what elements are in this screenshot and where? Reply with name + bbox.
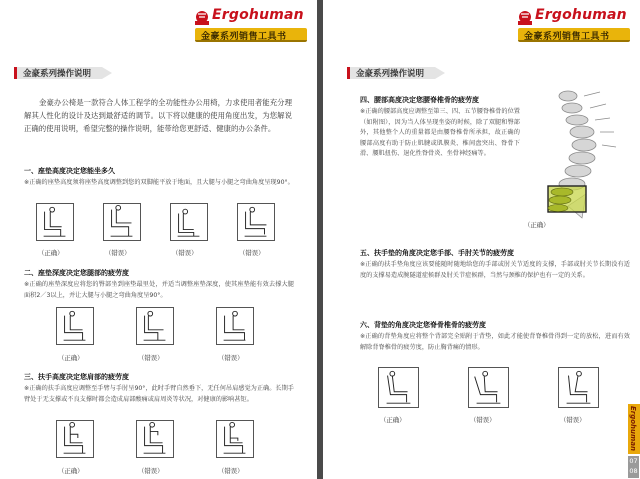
caption-s1-3: （错误）: [172, 249, 198, 257]
series-title: 金豪系列销售工具书: [201, 32, 287, 42]
ergohuman-logo-icon: [193, 9, 211, 25]
figure-armrest-1: [56, 420, 94, 458]
section-5-title: 五、扶手垫的角度决定您手部、手肘关节的疲劳度: [360, 249, 514, 257]
caption-s2-1: （正确）: [58, 354, 84, 362]
section-6-title: 六、背垫的角度决定您脊骨椎骨的疲劳度: [360, 321, 486, 329]
figure-seat-height-4: [237, 203, 275, 241]
figure-seat-height-3: [170, 203, 208, 241]
caption-s4: （正确）: [524, 221, 550, 229]
caption-s1-2: （错误）: [105, 249, 131, 257]
left-page: [0, 0, 317, 479]
section-1-body: ※正确的座垫高度须将座垫高度调整到您的双脚能平放于地面，且大腿与小腿之弯曲角度呈现90°。: [24, 179, 294, 186]
figure-seat-depth-1: [56, 307, 94, 345]
intro-paragraph: 金豪办公椅是一款符合人体工程学的全功能性办公用椅，力求使用者能充分理解其人性化的设计及达到最舒适的调节。以下将以健康的使用角度出发，为您解说正确的使用说明，希望完整的操作说明，能带给您更舒适、健康的办公条件。: [24, 98, 292, 133]
section-title: 金豪系列操作说明: [23, 69, 92, 79]
side-brand-tab: [628, 404, 640, 454]
series-title: 金豪系列销售工具书: [524, 32, 610, 42]
caption-s1-1: （正确）: [38, 249, 64, 257]
right-page: [323, 0, 640, 479]
figure-seat-height-1: [36, 203, 74, 241]
figure-backrest-2: [468, 367, 509, 408]
figure-backrest-1: [378, 367, 419, 408]
section-title: 金豪系列操作说明: [356, 69, 425, 79]
caption-s6-3: （错误）: [560, 416, 586, 424]
section-3-title: 三、扶手高度决定您肩部的疲劳度: [24, 373, 129, 381]
brand-header-right: [516, 7, 632, 43]
lumbar-spine-illustration: [524, 88, 628, 228]
figure-armrest-2: [136, 420, 174, 458]
figure-seat-height-2: [103, 203, 141, 241]
series-title-bar: [195, 28, 307, 42]
caption-s6-1: （正确）: [380, 416, 406, 424]
caption-s2-3: （错误）: [218, 354, 244, 362]
section-2-title: 二、座垫深度决定您腿部的疲劳度: [24, 269, 129, 277]
series-title-bar: [518, 28, 630, 42]
page-numbers: 07 08: [628, 456, 639, 478]
section-5-body: ※正确的扶手垫角度应该要能随时随地给您的手部或肘关节适度的支撑，手部或肘关节长期没有适度的支撑易造成腕隧道症候群及肘关节症候群，当然与颈椎的保护也有一定的关系。: [360, 261, 630, 279]
figure-armrest-3: [216, 420, 254, 458]
caption-s1-4: （错误）: [239, 249, 265, 257]
figure-seat-depth-3: [216, 307, 254, 345]
ergohuman-logo-icon: [516, 9, 534, 25]
section-2-body: ※正确的座垫深度应将您的臀部坐到座垫最里处，并适当调整座垫深度，使其座垫能有效去撑大腿面积2／3以上，并让大腿与小腿之弯曲角度呈90°。: [24, 281, 294, 299]
section-title-bar: [347, 67, 435, 79]
caption-s6-2: （错误）: [470, 416, 496, 424]
caption-s3-3: （错误）: [218, 467, 244, 475]
caption-s3-1: （正确）: [58, 467, 84, 475]
brand-logo-text: Ergohuman: [212, 7, 304, 23]
section-title-bar: [14, 67, 102, 79]
brand-header-left: [193, 7, 309, 43]
section-4-body: ※正确的腰部高度应调整至第三、四、五节腰脊椎骨的位置（如附图），因为当人体呈现坐姿的时候，除了双腿和臀部外，其他整个人的重量都是由腰脊椎骨所承担，故正确的腰部高度有助于防止肌腱或肌膜炎、椎间盘突出、脊骨下滑、腰肌扭伤、退化性脊骨炎、坐骨神经痛等。: [360, 108, 520, 157]
section-3-body: ※正确的扶手高度应调整至手臂与手肘呈90°，此时手臂自然垂下，无任何吊肩感觉为正确。长期手臂处于无支撑或不良支撑时都会造成肩部酸痛或肩周炎等状况，对健康的影响甚钜。: [24, 385, 294, 403]
section-1-title: 一、座垫高度决定您能坐多久: [24, 167, 115, 175]
caption-s3-2: （错误）: [138, 467, 164, 475]
section-6-body: ※正确的背垫角度应将整个背部完全贴附于背垫，如此才能使背脊椎骨得到一定的放松，进而有效解除背脊椎骨的疲劳度，防止胸背痛的情形。: [360, 333, 630, 351]
brand-logo-text: Ergohuman: [535, 7, 627, 23]
section-4-title: 四、腰部高度决定您腰脊椎骨的疲劳度: [360, 96, 479, 104]
figure-seat-depth-2: [136, 307, 174, 345]
figure-backrest-3: [558, 367, 599, 408]
side-brand-text: Ergohuman: [629, 406, 637, 452]
caption-s2-2: （错误）: [138, 354, 164, 362]
